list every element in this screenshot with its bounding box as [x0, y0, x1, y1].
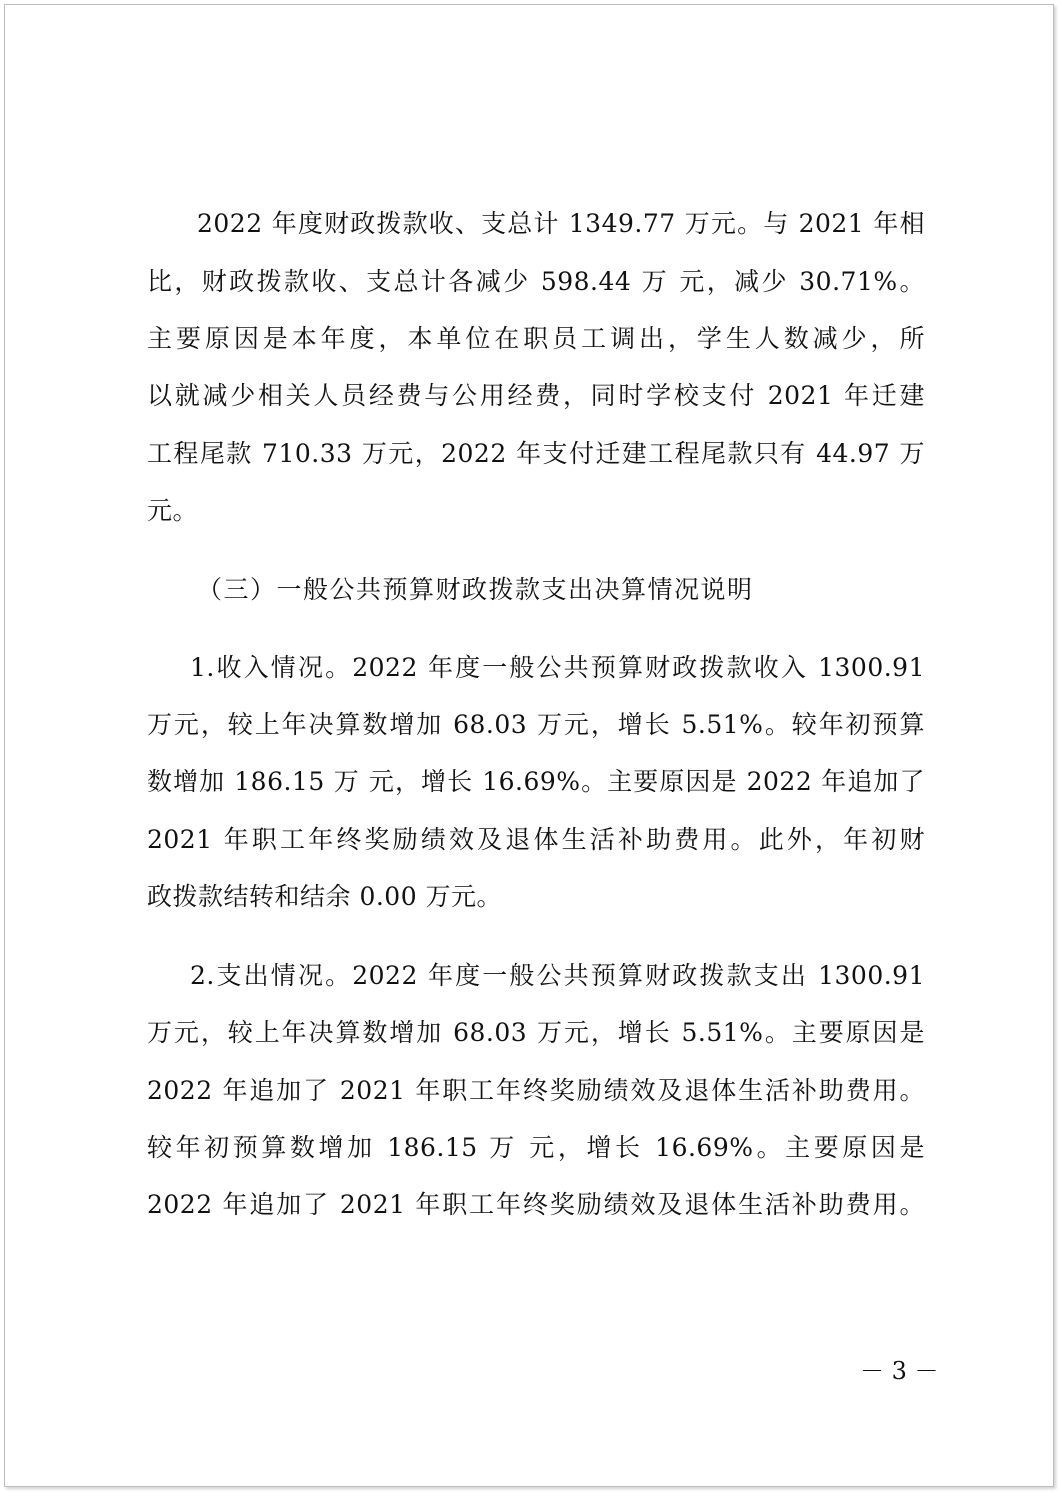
paragraph-2-line-5: 政拨款结转和结余 0.00 万元。 [147, 882, 503, 911]
paragraph-3-line-1: 2.支出情况。2022 年度一般公共预算财政拨款支出 1300.91 [190, 961, 925, 990]
paragraph-1-line-3: 主要原因是本年度，本单位在职员工调出，学生人数减少，所 [147, 324, 925, 353]
paragraph-1-line-6: 元。 [147, 496, 199, 525]
paragraph-2-line-3: 数增加 186.15 万 元，增长 16.69%。主要原因是 2022 年追加了 [147, 767, 925, 796]
paragraph-1-line-5: 工程尾款 710.33 万元，2022 年支付迁建工程尾款只有 44.97 万 [147, 439, 925, 468]
paragraph-2-line-1: 1.收入情况。2022 年度一般公共预算财政拨款收入 1300.91 [190, 653, 925, 682]
page-frame [4, 4, 1054, 1487]
paragraph-1-line-4: 以就减少相关人员经费与公用经费，同时学校支付 2021 年迁建 [147, 381, 925, 410]
section-heading: （三）一般公共预算财政拨款支出决算情况说明 [197, 575, 754, 604]
paragraph-1-line-2: 比，财政拨款收、支总计各减少 598.44 万 元，减少 30.71%。 [147, 267, 925, 296]
page-number: － 3 － [860, 1357, 939, 1385]
paragraph-3-line-5: 2022 年追加了 2021 年职工年终奖励绩效及退体生活补助费用。 [147, 1190, 925, 1219]
paragraph-2-line-2: 万元，较上年决算数增加 68.03 万元，增长 5.51%。较年初预算 [147, 710, 925, 739]
paragraph-3-line-2: 万元，较上年决算数增加 68.03 万元，增长 5.51%。主要原因是 [147, 1018, 925, 1047]
paragraph-3-line-3: 2022 年追加了 2021 年职工年终奖励绩效及退体生活补助费用。 [147, 1076, 925, 1105]
paragraph-2-line-4: 2021 年职工年终奖励绩效及退体生活补助费用。此外，年初财 [147, 825, 925, 854]
paragraph-3-line-4: 较年初预算数增加 186.15 万 元，增长 16.69%。主要原因是 [147, 1133, 925, 1162]
paragraph-1-line-1: 2022 年度财政拨款收、支总计 1349.77 万元。与 2021 年相 [197, 209, 925, 238]
